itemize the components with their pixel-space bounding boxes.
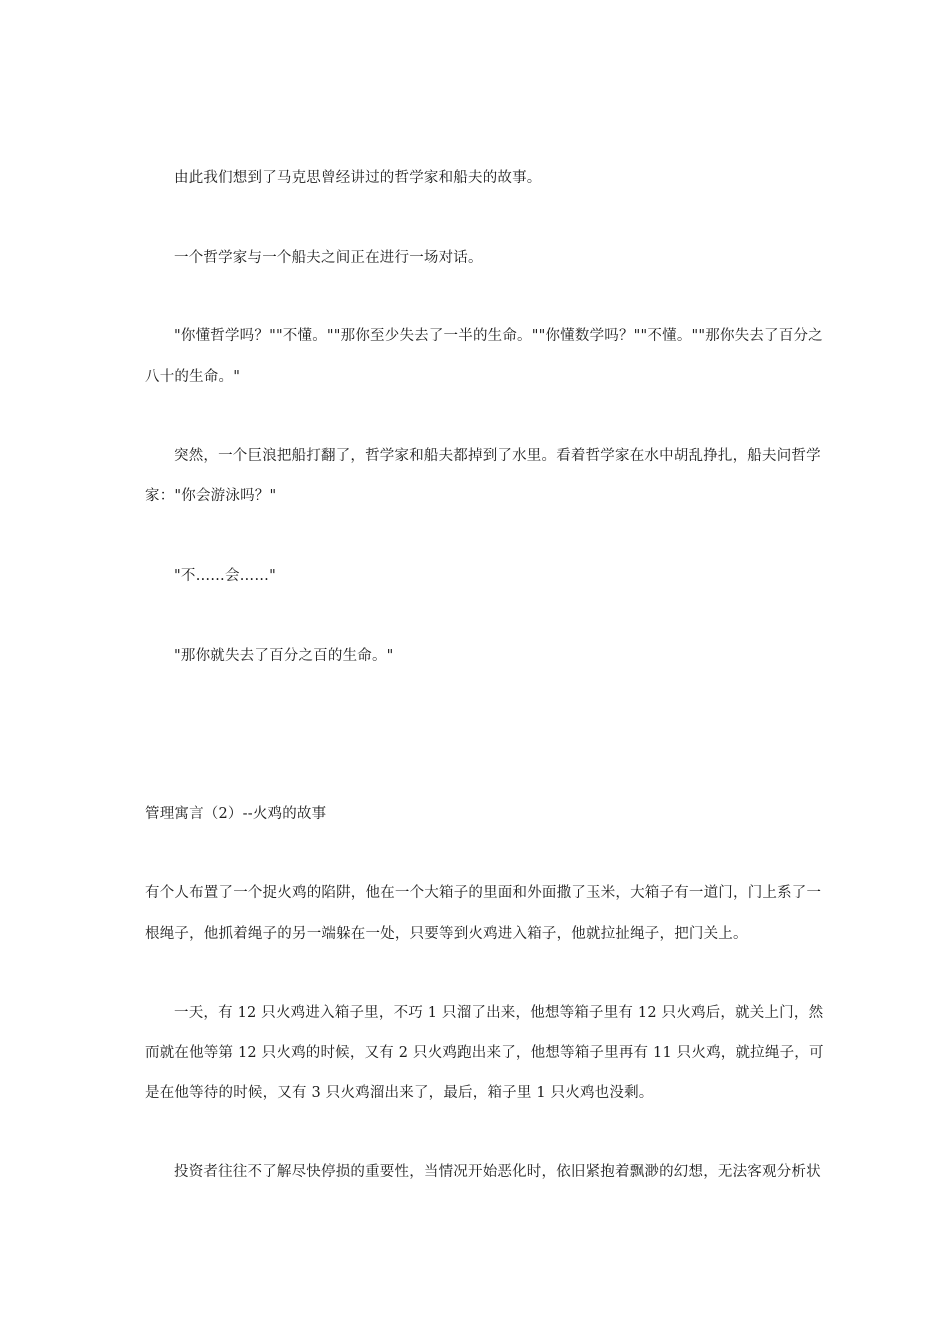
story1-paragraph-1: 由此我们想到了马克思曾经讲过的哲学家和船夫的故事。 xyxy=(174,170,542,186)
story1-paragraph-2: 一个哲学家与一个船夫之间正在进行一场对话。 xyxy=(174,250,483,266)
story2-title: 管理寓言（2）--火鸡的故事 xyxy=(145,806,327,822)
story2-paragraph-2-line-3: 是在他等待的时候，又有 3 只火鸡溜出来了，最后，箱子里 1 只火鸡也没剩。 xyxy=(145,1085,654,1101)
story2-paragraph-1-line-2: 根绳子，他抓着绳子的另一端躲在一处，只要等到火鸡进入箱子，他就拉扯绳子，把门关上。 xyxy=(145,926,748,942)
story2-paragraph-3-line-1: 投资者往往不了解尽快停损的重要性，当情况开始恶化时，依旧紧抱着飘渺的幻想，无法客观分析状 xyxy=(174,1164,821,1180)
story1-paragraph-3-line-2: 八十的生命。" xyxy=(145,369,241,385)
story1-paragraph-4-line-1: 突然，一个巨浪把船打翻了，哲学家和船夫都掉到了水里。看着哲学家在水中胡乱挣扎，船夫问哲学 xyxy=(174,448,821,464)
story1-paragraph-4-line-2: 家："你会游泳吗？" xyxy=(145,488,277,504)
story1-paragraph-3-line-1: "你懂哲学吗？""不懂。""那你至少失去了一半的生命。""你懂数学吗？""不懂。""那你失去了百分之 xyxy=(174,328,823,344)
story2-paragraph-2-line-2: 而就在他等第 12 只火鸡的时候，又有 2 只火鸡跑出来了，他想等箱子里再有 11 只火鸡，就拉绳子，可 xyxy=(145,1045,824,1061)
story1-paragraph-6: "那你就失去了百分之百的生命。" xyxy=(174,648,394,664)
story2-paragraph-2-line-1: 一天，有 12 只火鸡进入箱子里，不巧 1 只溜了出来，他想等箱子里有 12 只火鸡后，就关上门，然 xyxy=(174,1005,824,1021)
story2-paragraph-1-line-1: 有个人布置了一个捉火鸡的陷阱，他在一个大箱子的里面和外面撒了玉米，大箱子有一道门，门上系了一 xyxy=(145,885,822,901)
story1-paragraph-5: "不……会……" xyxy=(174,568,276,584)
